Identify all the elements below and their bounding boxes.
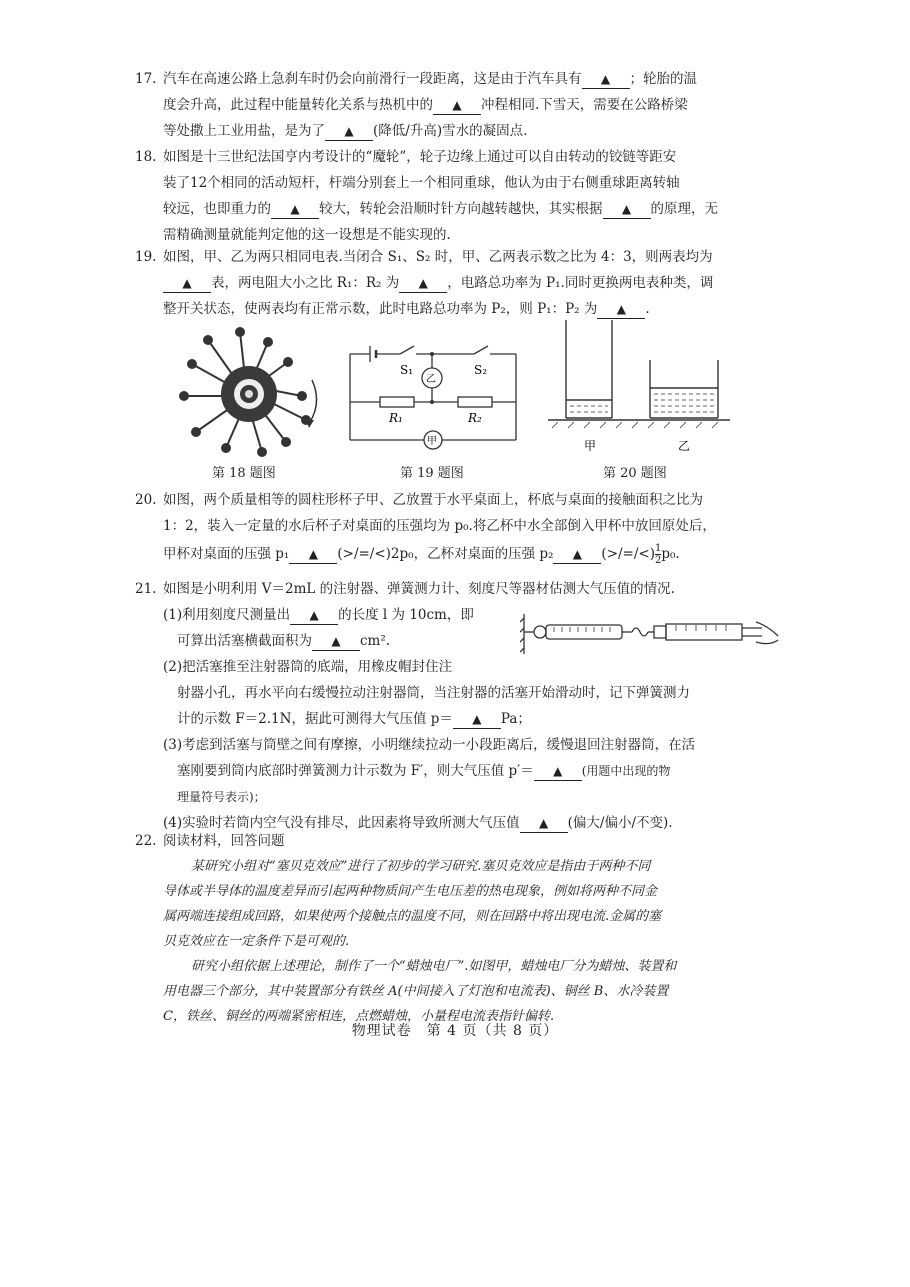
answer-blank[interactable] (453, 710, 501, 729)
question-text: (偏大/偏小/不变). (567, 815, 673, 831)
question-text: 射器小孔，再水平向右缓慢拉动注射器筒，当注射器的活塞开始滑动时，记下弹簧测力 (177, 685, 690, 701)
triangle-icon: ▲ (290, 202, 300, 216)
answer-blank[interactable] (325, 122, 373, 141)
triangle-icon: ▲ (472, 712, 482, 726)
answer-blank[interactable] (312, 632, 360, 651)
reading-text: 某研究小组对“塞贝克效应”进行了初步的学习研究.塞贝克效应是指由于两种不同 (191, 859, 651, 874)
question-text: 1：2，装入一定量的水后杯子对桌面的压强均为 p₀.将乙杯中水全部倒入甲杯中放回原处后， (163, 518, 716, 534)
question-text: 需精确测量就能判定他的这一设想是不能实现的. (163, 227, 451, 243)
question-text: 如图是小明利用 V＝2mL 的注射器、弹簧测力计、刻度尺等器材估测大气压值的情况. (163, 581, 675, 597)
question-19 (135, 244, 785, 322)
triangle-icon: ▲ (308, 547, 318, 561)
triangle-icon: ▲ (331, 634, 341, 648)
reading-text: 研究小组依据上述理论，制作了一个“蜡烛电厂”.如图甲，蜡烛电厂分为蜡烛、装置和 (191, 959, 677, 974)
resistor-r1-label: R₁ (389, 411, 403, 425)
question-text: cm². (360, 633, 391, 649)
question-text: 塞刚要到筒内底部时弹簧测力计示数为 F′，则大气压值 p′＝ (177, 763, 534, 779)
question-text: (降低/升高)雪水的凝固点. (373, 123, 528, 139)
answer-blank[interactable] (553, 545, 601, 564)
answer-blank[interactable] (603, 200, 651, 219)
triangle-icon: ▲ (418, 276, 428, 290)
figure-20-caption: 第 20 题图 (603, 466, 667, 481)
question-text: (3)考虑到活塞与筒壁之间有摩擦，小明继续拉动一小段距离后，缓慢退回注射器筒，在活 (163, 737, 696, 753)
junction-dot (430, 400, 434, 404)
switch-s1-label: S₁ (400, 363, 414, 377)
triangle-icon: ▲ (182, 276, 192, 290)
question-text: Pa； (500, 711, 531, 727)
question-number: 22. (135, 833, 157, 849)
question-text: 可算出活塞横截面积为 (177, 633, 312, 649)
answer-blank[interactable] (290, 606, 338, 625)
fraction-numerator: 1 (655, 543, 662, 554)
question-text: . (645, 301, 650, 317)
question-text: 理量符号表示)； (177, 790, 266, 804)
triangle-icon: ▲ (344, 124, 354, 138)
page-footer: 物理试卷 第 4 页（共 8 页） (351, 1023, 559, 1039)
triangle-icon: ▲ (572, 547, 583, 561)
question-text: ；轮胎的温 (629, 71, 697, 87)
reading-text: 用电器三个部分，其中装置部分有铁丝 A(中间接入了灯泡和电流表)、铜丝 B、水冷装置 (163, 984, 669, 999)
resistor-r2-label: R₂ (468, 411, 482, 425)
triangle-icon: ▲ (309, 608, 319, 622)
triangle-icon: ▲ (452, 98, 462, 112)
triangle-icon: ▲ (616, 302, 626, 316)
meter-jia-label: 甲 (427, 436, 437, 447)
reading-text: C，铁丝、铜丝的两端紧密相连，点燃蜡烛，小量程电流表指针偏转. (163, 1009, 555, 1024)
wheel-axle (245, 390, 253, 398)
question-22 (135, 828, 785, 1029)
question-text: 较远，也即重力的 (163, 201, 271, 217)
question-text: 表，两电阻大小之比 R₁：R₂ 为 (211, 275, 400, 291)
question-number: 18. (135, 149, 157, 165)
fraction-denominator: 2 (655, 555, 662, 566)
question-17 (135, 66, 785, 144)
question-text: 的长度 l 为 10cm，即 (338, 607, 474, 623)
question-text: p₀. (661, 546, 680, 562)
answer-blank[interactable] (582, 70, 630, 89)
question-text: (1)利用刻度尺测量出 (163, 607, 291, 623)
triangle-icon: ▲ (621, 202, 632, 216)
answer-blank[interactable] (399, 274, 447, 293)
question-text: 汽车在高速公路上急刹车时仍会向前滑行一段距离，这是由于汽车具有 (163, 71, 582, 87)
meter-yi-label: 乙 (426, 374, 436, 385)
question-text: 整开关状态，使两表均有正常示数，此时电路总功率为 P₂，则 P₁：P₂ 为 (163, 301, 598, 317)
question-text: 计的示数 F＝2.1N，据此可测得大气压值 p＝ (177, 711, 453, 727)
answer-blank[interactable] (433, 96, 481, 115)
reading-text: 导体或半导体的温度差异而引起两种物质间产生电压差的热电现象，例如将两种不同金 (163, 884, 658, 899)
cup-yi-label: 乙 (678, 439, 691, 453)
question-number: 17. (135, 71, 157, 87)
magic-wheel-figure (170, 322, 330, 457)
question-text: 的原理，无 (650, 201, 718, 217)
switch-s2-label: S₂ (474, 363, 488, 377)
rotation-arrow-icon (310, 380, 317, 422)
question-text: (2)把活塞推至注射器筒的底端，用橡皮帽封住注 (163, 659, 453, 675)
circuit-figure (344, 336, 524, 458)
question-text: 等处撒上工业用盐，是为了 (163, 123, 325, 139)
answer-blank[interactable] (534, 762, 582, 781)
answer-blank[interactable] (289, 545, 337, 564)
question-text: 较大，转轮会沿顺时针方向越转越快，其实根据 (319, 201, 603, 217)
syringe-figure (520, 608, 782, 662)
question-20 (135, 487, 785, 569)
answer-blank[interactable] (163, 274, 211, 293)
question-18 (135, 144, 785, 248)
reading-text: 属两端连接组成回路，如果使两个接触点的温度不同，则在回路中将出现电流.金属的塞 (163, 909, 662, 924)
question-number: 19. (135, 249, 157, 265)
figure-19-caption: 第 19 题图 (400, 466, 464, 481)
question-text: (用题中出现的物 (581, 764, 671, 778)
question-number: 21. (135, 581, 157, 597)
question-text: 如图，甲、乙为两只相同电表.当闭合 S₁、S₂ 时，甲、乙两表示数之比为 4：3，则两表均为 (163, 249, 713, 265)
answer-blank[interactable] (271, 200, 319, 219)
figure-18-caption: 第 18 题图 (212, 466, 276, 481)
question-text: 度会升高，此过程中能量转化关系与热机中的 (163, 97, 433, 113)
reading-text: 贝克效应在一定条件下是可观的. (163, 934, 350, 949)
triangle-icon: ▲ (553, 764, 563, 778)
question-text: 装了12个相同的活动短杆，杆端分别套上一个相同重球，他认为由于右侧重球距离转轴 (163, 175, 680, 191)
question-text: 甲杯对桌面的压强 p₁ (163, 546, 290, 562)
cup-jia-label: 甲 (584, 439, 597, 453)
question-text: (4)实验时若筒内空气没有排尽，此因素将导致所测大气压值 (163, 815, 520, 831)
question-text: 如图是十三世纪法国亨内考设计的“魔轮”，轮子边缘上通过可以自由转动的铰链等距安 (163, 149, 677, 165)
triangle-icon: ▲ (600, 72, 611, 86)
question-text: (>/=/<) (601, 546, 655, 562)
junction-dot (430, 352, 434, 356)
question-text: 冲程相同.下雪天，需要在公路桥梁 (481, 97, 688, 113)
question-text: ，电路总功率为 P₁.同时更换两电表种类，调 (447, 275, 714, 291)
question-text: 如图，两个质量相等的圆柱形杯子甲、乙放置于水平桌面上，杯底与桌面的接触面积之比为 (163, 492, 703, 508)
question-title: 阅读材料，回答问题 (163, 833, 285, 849)
triangle-icon: ▲ (539, 816, 549, 830)
cups-figure (544, 316, 734, 464)
question-number: 20. (135, 492, 157, 508)
question-text: (>/=/<)2p₀，乙杯对桌面的压强 p₂ (337, 546, 554, 562)
